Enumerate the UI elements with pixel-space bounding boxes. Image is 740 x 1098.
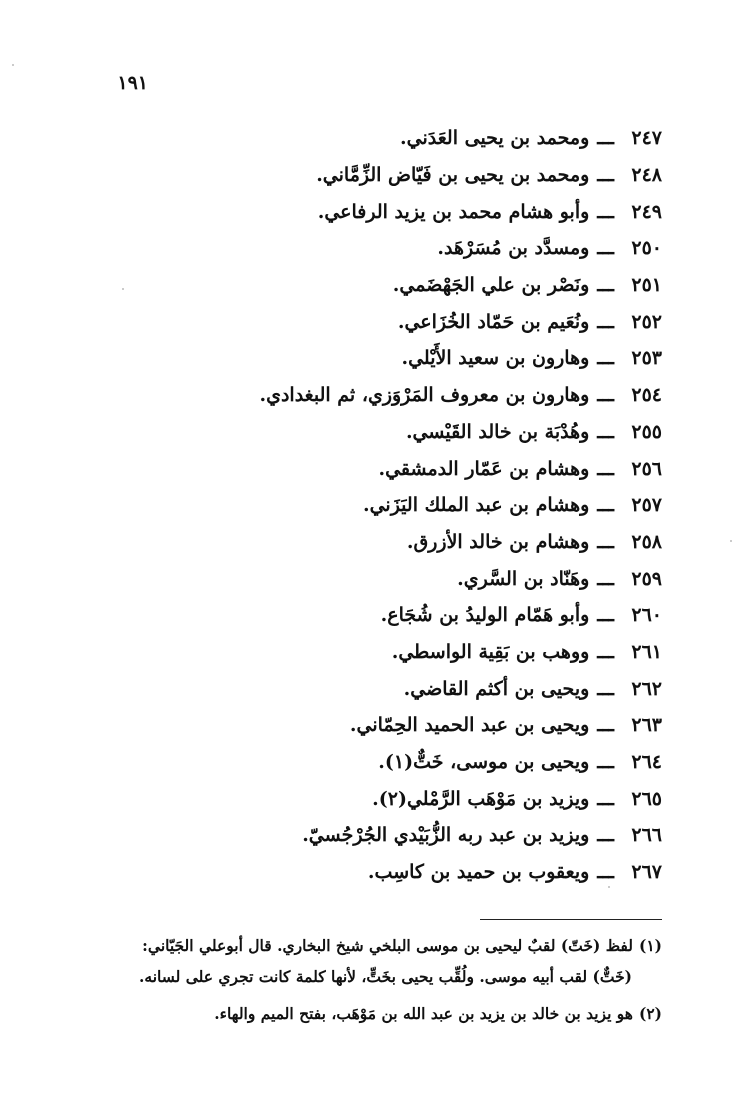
footnote-1-line-1 — [62, 930, 662, 961]
entry-number: ٢٦٧ — [631, 861, 662, 884]
list-item — [62, 120, 662, 157]
entry-dash: ـــ — [597, 787, 614, 810]
entry-dash: ـــ — [597, 567, 614, 590]
footnote-2-text: هو يزيد بن خالد بن يزيد بن عبد الله بن مَوْهَب، بفتح الميم والهاء. — [214, 1004, 633, 1023]
entry-dash: ـــ — [597, 530, 614, 553]
entry-dash: ـــ — [597, 274, 614, 297]
entry-text: ويعقوب بن حميد بن كاسِب. — [367, 861, 590, 884]
list-item — [62, 340, 662, 377]
list-item — [62, 634, 662, 671]
list-item — [62, 524, 662, 561]
entry-text: ومحمد بن يحيى بن فَيّاض الزِّمَّاني. — [316, 164, 590, 187]
entry-number: ٢٤٨ — [631, 164, 662, 187]
entry-dash: ـــ — [597, 714, 614, 737]
list-item — [62, 303, 662, 340]
entry-dash: ـــ — [597, 824, 614, 847]
footnote-1-mark: (١) — [638, 936, 662, 955]
entry-dash: ـــ — [597, 164, 614, 187]
entry-text: ووهب بن بَقِية الواسطي. — [391, 640, 590, 663]
entry-dash: ـــ — [597, 861, 614, 884]
entry-number: ٢٥٩ — [631, 567, 662, 590]
entry-text: ويحيى بن أكثم القاضي. — [403, 677, 590, 700]
entry-number: ٢٦٢ — [631, 677, 662, 700]
entry-dash: ـــ — [597, 237, 614, 260]
list-item — [62, 597, 662, 634]
entry-text: ويحيى بن موسى، خَتٌّ(١). — [378, 751, 590, 774]
list-item — [62, 193, 662, 230]
entry-text: ونَصْر بن علي الجَهْضَمي. — [392, 274, 590, 297]
list-item — [62, 780, 662, 817]
entry-text: وهارون بن سعيد الأَيْلي. — [401, 347, 590, 370]
list-item — [62, 854, 662, 891]
entry-number: ٢٥٨ — [631, 530, 662, 553]
entry-dash: ـــ — [597, 384, 614, 407]
entry-text: ومسدَّد بن مُسَرْهَد. — [437, 237, 590, 260]
list-item — [62, 157, 662, 194]
entry-dash: ـــ — [597, 604, 614, 627]
entry-number: ٢٦٤ — [631, 751, 662, 774]
entry-text: وهُدْبَة بن خالد القَيْسي. — [405, 420, 590, 443]
entry-text: ويزيد بن مَوْهَب الرَّمْلي(٢). — [372, 787, 590, 810]
entry-number: ٢٥٥ — [631, 420, 662, 443]
list-item — [62, 267, 662, 304]
list-item — [62, 230, 662, 267]
entry-number: ٢٦٣ — [631, 714, 662, 737]
entry-number: ٢٥٢ — [631, 310, 662, 333]
list-item — [62, 450, 662, 487]
entry-text: ويزيد بن عبد ربه الزُّبَيْدي الجُرْجُسيّ. — [302, 824, 590, 847]
list-item — [62, 817, 662, 854]
entry-dash: ـــ — [597, 347, 614, 370]
entry-number: ٢٦٦ — [631, 824, 662, 847]
list-item — [62, 744, 662, 781]
entry-text: وهَنّاد بن السَّري. — [457, 567, 590, 590]
list-item — [62, 487, 662, 524]
entry-dash: ـــ — [597, 200, 614, 223]
list-item — [62, 377, 662, 414]
entry-text: ويحيى بن عبد الحميد الحِمّاني. — [349, 714, 590, 737]
page-number: ١٩١ — [117, 72, 148, 94]
entry-number: ٢٥٧ — [631, 494, 662, 517]
entry-number: ٢٥٣ — [631, 347, 662, 370]
entry-dash: ـــ — [597, 751, 614, 774]
list-item — [62, 707, 662, 744]
entry-number: ٢٤٩ — [631, 200, 662, 223]
footnote-2-line-1 — [62, 998, 662, 1029]
entry-text: وهشام بن عبد الملك اليَزَني. — [362, 494, 590, 517]
entry-text: وهشام بن خالد الأزرق. — [406, 530, 590, 553]
entry-number: ٢٦٥ — [631, 787, 662, 810]
entry-dash: ـــ — [597, 420, 614, 443]
entry-dash: ـــ — [597, 127, 614, 150]
entry-number: ٢٤٧ — [631, 127, 662, 150]
entry-text: وأبو هشام محمد بن يزيد الرفاعي. — [317, 200, 590, 223]
entry-number: ٢٥٦ — [631, 457, 662, 480]
entry-number: ٢٥٤ — [631, 384, 662, 407]
entry-number: ٢٥٠ — [631, 237, 662, 260]
entry-text: ونُعَيم بن حَمّاد الخُزَاعي. — [397, 310, 590, 333]
entry-dash: ـــ — [597, 310, 614, 333]
entry-number: ٢٦١ — [631, 640, 662, 663]
entry-dash: ـــ — [597, 677, 614, 700]
entry-text: وهارون بن معروف المَرْوَزي، ثم البغدادي. — [259, 384, 590, 407]
entry-dash: ـــ — [597, 457, 614, 480]
footnote-1-text-continued: (خَتٌّ) لقب أبيه موسى. ولُقِّب يحيى بخَتٍّ، لأنها كلمة كانت تجري على لسانه. — [139, 967, 632, 986]
entry-number: ٢٥١ — [631, 274, 662, 297]
entry-text: وهشام بن عَمّار الدمشقي. — [378, 457, 590, 480]
footnotes — [62, 930, 662, 1029]
list-item — [62, 670, 662, 707]
scan-speck — [122, 288, 124, 290]
footnote-divider — [480, 919, 662, 920]
scan-speck — [608, 886, 610, 888]
entry-number: ٢٦٠ — [631, 604, 662, 627]
entry-dash: ـــ — [597, 640, 614, 663]
footnote-1-text: لفظ (خَتّ) لقبٌ ليحيى بن موسى البلخي شيخ البخاري. قال أبوعلي الجَيّاني: — [142, 936, 633, 955]
footnote-2-mark: (٢) — [638, 1004, 662, 1023]
scan-speck — [12, 64, 14, 66]
scan-speck — [730, 540, 732, 542]
list-item — [62, 414, 662, 451]
entry-text: وأبو هَمّام الوليدُ بن شُجَاع. — [380, 604, 590, 627]
list-item — [62, 560, 662, 597]
entry-list — [62, 120, 662, 890]
entry-dash: ـــ — [597, 494, 614, 517]
footnote-1-line-2 — [62, 961, 662, 992]
entry-text: ومحمد بن يحيى العَدَني. — [400, 127, 590, 150]
